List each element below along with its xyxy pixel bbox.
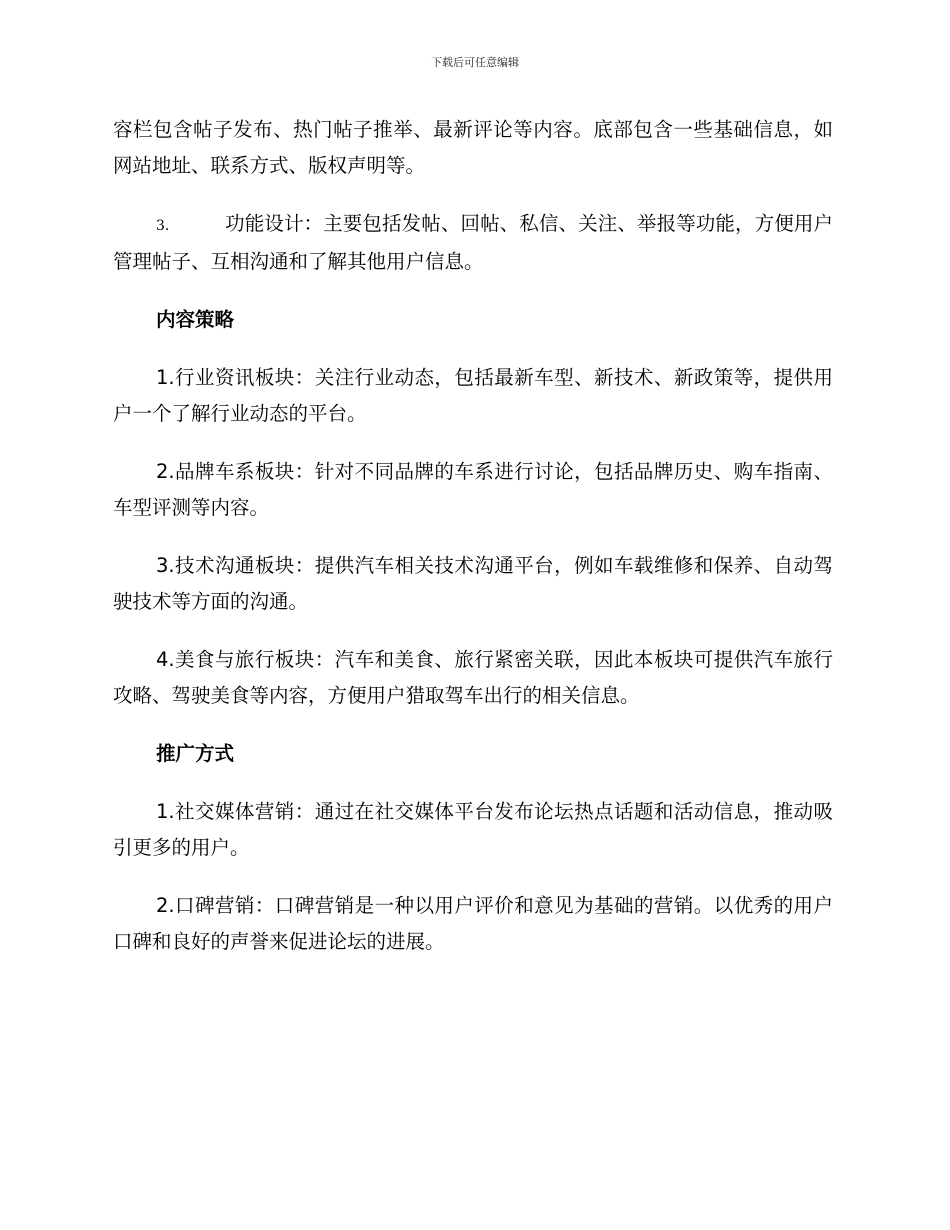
section-heading-promotion: 推广方式	[156, 742, 235, 765]
document-body	[113, 112, 833, 982]
paragraph-brand-series: 2.品牌车系板块：针对不同品牌的车系进行讨论，包括品牌历史、购车指南、车型评测等内容。	[113, 460, 833, 519]
paragraph-function-design-text: 功能设计：主要包括发帖、回帖、私信、关注、举报等功能，方便用户管理帖子、互相沟通和了解其他用户信息。	[113, 212, 833, 273]
list-item-number: 3.	[156, 218, 170, 234]
section-heading-content-strategy: 内容策略	[156, 308, 235, 331]
paragraph-food-travel: 4.美食与旅行板块：汽车和美食、旅行紧密关联，因此本板块可提供汽车旅行攻略、驾驶美食等内容，方便用户猎取驾车出行的相关信息。	[113, 648, 833, 707]
paragraph-word-of-mouth: 2.口碑营销：口碑营销是一种以用户评价和意见为基础的营销。以优秀的用户口碑和良好的声誉来促进论坛的进展。	[113, 894, 833, 953]
page-header-note: 下载后可任意编辑	[431, 56, 519, 69]
paragraph-social-media: 1.社交媒体营销：通过在社交媒体平台发布论坛热点话题和活动信息，推动吸引更多的用户。	[113, 800, 833, 859]
paragraph-tech-exchange: 3.技术沟通板块：提供汽车相关技术沟通平台，例如车载维修和保养、自动驾驶技术等方面的沟通。	[113, 554, 833, 613]
paragraph-layout-continued: 容栏包含帖子发布、热门帖子推举、最新评论等内容。底部包含一些基础信息，如网站地址、联系方式、版权声明等。	[113, 118, 833, 177]
paragraph-industry-news: 1.行业资讯板块：关注行业动态，包括最新车型、新技术、新政策等，提供用户一个了解行业动态的平台。	[113, 366, 833, 425]
paragraph-function-design	[113, 206, 833, 280]
